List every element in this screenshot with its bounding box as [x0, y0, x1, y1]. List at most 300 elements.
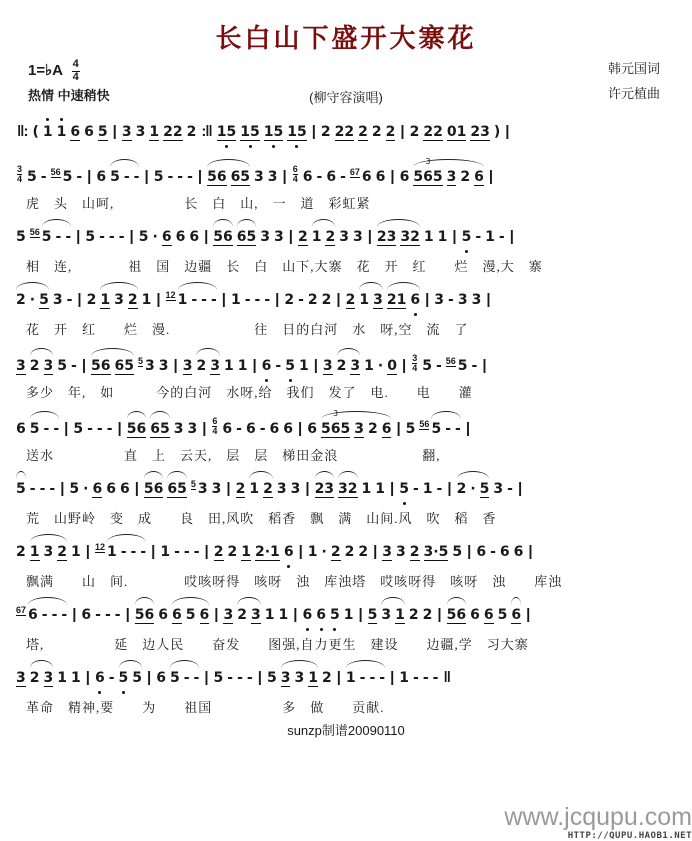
note: 5 — [27, 168, 37, 185]
note: - — [65, 229, 72, 245]
notation-line — [14, 657, 678, 692]
note: - — [118, 229, 125, 245]
note: 6 — [92, 481, 103, 497]
credits — [608, 57, 660, 106]
barline: | — [336, 291, 341, 308]
notation-line — [14, 216, 678, 251]
music-system — [14, 531, 678, 587]
barline: | — [486, 291, 491, 308]
barline: | — [311, 123, 316, 140]
lyric-line: 多少 年, 如 今的白河 水呀,给 我们 发了 电. 电 灌 — [26, 385, 473, 400]
meter-fraction — [72, 59, 80, 83]
note: 5 — [169, 670, 180, 686]
key-signature — [28, 59, 80, 83]
note: - — [445, 420, 451, 437]
note: 22 — [163, 124, 183, 140]
note: 6 — [410, 292, 421, 308]
slur — [40, 229, 73, 245]
note: 3 — [250, 607, 261, 623]
slur — [375, 229, 422, 246]
note: · — [83, 481, 89, 497]
music-system — [14, 468, 678, 524]
slur — [411, 169, 485, 186]
slur — [279, 670, 320, 687]
note: 3 — [187, 420, 198, 437]
note: - — [316, 168, 323, 185]
note: 2 — [29, 670, 40, 686]
note: 65 — [167, 481, 187, 497]
note: 1 — [241, 544, 251, 560]
note: 3 — [322, 357, 333, 374]
grace-notes: 67 — [16, 605, 27, 615]
notation-line — [14, 531, 678, 566]
note: 56 — [207, 168, 227, 185]
note: 3 — [294, 670, 305, 686]
note: 5 — [452, 544, 463, 560]
note: 3 — [211, 481, 222, 497]
note: ( — [32, 124, 39, 140]
note: 2 — [284, 292, 295, 308]
note: - — [61, 607, 68, 623]
note: 6 — [172, 607, 182, 623]
note: 5 — [285, 357, 295, 374]
note: 1 — [29, 544, 40, 560]
note: - — [201, 292, 207, 308]
barline: | — [156, 291, 161, 308]
note: 2 — [196, 357, 207, 374]
note: 1 — [437, 229, 448, 245]
note: 1 — [42, 124, 53, 140]
note: 1 — [106, 544, 117, 560]
note: - — [435, 357, 442, 374]
note: 6 — [381, 420, 392, 437]
note: 5 — [39, 292, 49, 308]
note: 5 — [118, 670, 129, 686]
note: 1 — [100, 292, 111, 308]
lyric-line: 飘满 山 间. 哎咳呀得 咳呀 浊 库浊塔 哎咳呀得 咳呀 浊 库浊 — [26, 574, 563, 589]
note: 3 — [158, 357, 169, 374]
slur — [105, 544, 148, 560]
barline: | — [257, 669, 262, 686]
note: 3 — [223, 607, 234, 623]
lyric-line: 虎 头 山呵, 长 白 山, 一 道 彩虹紧 — [26, 196, 371, 211]
note: · — [29, 292, 36, 308]
note: 5 — [213, 670, 224, 686]
note: 6 — [119, 481, 130, 497]
music-system — [14, 594, 678, 650]
note: 3 — [280, 670, 291, 686]
note: - — [254, 292, 261, 308]
barline: | — [151, 543, 156, 560]
note: 56 — [126, 420, 147, 437]
grace-notes: 12 — [165, 290, 176, 300]
note: - — [133, 168, 140, 185]
note: - — [53, 420, 60, 437]
note: 6 — [189, 229, 200, 245]
note: 6 — [158, 607, 169, 623]
note: 5 — [41, 229, 52, 245]
score — [12, 109, 680, 713]
lyric-line: 荒 山野岭 变 成 良 田,风吹 稻香 飘 满 山间.风 吹 稻 香 — [26, 511, 497, 526]
note: 1 — [149, 124, 160, 140]
note: ) — [493, 124, 501, 140]
barline: | — [85, 669, 90, 686]
note: 1 — [311, 229, 322, 245]
barline: | — [528, 543, 533, 560]
note: 2 — [367, 420, 378, 437]
note: · — [470, 481, 476, 497]
note: - — [379, 670, 386, 686]
note: 6 — [222, 420, 233, 437]
note: 1 — [57, 670, 67, 686]
note: 1 — [399, 670, 410, 686]
note: 32 — [400, 229, 420, 245]
barline: | — [298, 419, 303, 437]
barline: | — [367, 228, 372, 245]
song-title: 长白山下盛开大寨花 — [215, 24, 477, 53]
note: 3 — [354, 420, 364, 437]
note: 5 — [29, 420, 40, 437]
note: 3 — [273, 229, 284, 245]
note: 6 — [81, 607, 92, 623]
slur — [133, 607, 156, 624]
note: - — [76, 168, 83, 185]
note: - — [264, 292, 271, 308]
note: - — [106, 420, 113, 437]
note: 3 — [16, 670, 26, 686]
note: 6 — [161, 229, 172, 245]
note: - — [130, 544, 137, 560]
note: 3 — [381, 607, 392, 623]
grace-notes: 56 — [29, 227, 40, 237]
note: 2 — [321, 670, 332, 686]
note: 5 — [422, 357, 432, 374]
note: - — [174, 544, 180, 560]
note: 2 — [57, 544, 67, 560]
note: 15 — [287, 124, 307, 140]
barline: | — [390, 480, 395, 497]
music-system — [14, 153, 678, 209]
note: 3 — [114, 292, 124, 308]
note: - — [183, 544, 190, 560]
note: 6 — [513, 544, 524, 560]
note: 3 — [135, 124, 146, 140]
composer-credit: 许元植曲 — [607, 85, 660, 101]
note: 3 — [471, 292, 482, 308]
note: 32 — [338, 481, 358, 497]
slur — [98, 292, 139, 309]
barline: | — [373, 543, 378, 560]
note: 3 — [260, 229, 270, 245]
music-system — [14, 405, 678, 461]
grace-notes: 56 — [50, 166, 61, 177]
note: - — [227, 670, 234, 686]
barline: | — [425, 291, 430, 308]
note: - — [183, 670, 190, 686]
barline: | — [313, 356, 318, 374]
note: 3 — [16, 357, 26, 374]
note: - — [432, 670, 439, 686]
note: - — [114, 607, 121, 623]
note: - — [193, 544, 200, 560]
slur — [117, 670, 145, 686]
barline: | — [214, 606, 219, 623]
note: 3 — [145, 357, 155, 374]
note: 2 — [371, 124, 382, 140]
slur — [26, 607, 69, 623]
note: 6 — [511, 607, 522, 623]
note: 2 — [186, 124, 197, 140]
slur — [319, 421, 393, 438]
note: 1 — [141, 292, 152, 308]
barline: | — [76, 228, 81, 245]
barline: | — [488, 167, 494, 185]
note: - — [507, 481, 513, 497]
note: 6 — [302, 607, 313, 623]
watermark — [504, 805, 692, 841]
header-meta — [12, 57, 680, 109]
note: 56 — [134, 607, 155, 623]
note: 3 — [396, 544, 406, 560]
barline: | — [87, 167, 92, 185]
barline: | — [482, 356, 487, 374]
note: - — [475, 229, 482, 245]
note: 5 — [497, 607, 508, 623]
note: - — [40, 168, 47, 185]
note: - — [43, 420, 50, 437]
slur — [247, 481, 275, 498]
barline: | — [226, 480, 231, 497]
note: - — [210, 292, 217, 308]
slur — [28, 544, 69, 561]
note: 5 — [16, 481, 26, 497]
note: 1 — [485, 229, 495, 245]
note: 2 — [345, 292, 356, 308]
note: 22 — [334, 124, 355, 140]
note: 5 — [110, 168, 120, 185]
lyric-line: 花 开 红 烂 漫. 往 日的白河 水 呀,空 流 了 — [26, 322, 469, 337]
grace-notes: 5 — [190, 479, 196, 489]
note: - — [237, 670, 243, 686]
note: 56 — [91, 357, 111, 374]
note: 2 — [29, 357, 40, 374]
note: - — [41, 607, 48, 623]
note: 23 — [376, 229, 397, 245]
music-system — [14, 279, 678, 335]
note: 1 — [223, 357, 234, 374]
note: · — [377, 357, 384, 374]
watermark-site: www.jcqupu.com — [504, 803, 692, 831]
note: 5 — [153, 168, 164, 185]
barline: | — [112, 123, 117, 140]
note: 2 — [237, 607, 247, 623]
note: 1 — [71, 544, 81, 560]
note: - — [96, 420, 103, 437]
note: 22 — [423, 124, 443, 140]
lyric-line: 相 连, 祖 国 边疆 长 白 山下,大寨 花 开 红 烂 漫,大 寨 — [26, 259, 543, 274]
note: 6 — [269, 420, 280, 437]
slur — [509, 607, 523, 624]
barline: | — [305, 480, 310, 497]
note: 3 — [43, 544, 54, 560]
note: - — [39, 481, 46, 497]
meter-numerator: 4 — [72, 58, 79, 70]
note: 6 — [84, 124, 94, 140]
note: 1 — [278, 607, 289, 623]
time-signature: $\frac{3}{4}$ — [412, 353, 418, 374]
note: 1 — [230, 292, 241, 308]
note: - — [108, 229, 115, 245]
barline: | — [60, 480, 65, 497]
note: 23 — [314, 481, 335, 497]
barline: | — [447, 480, 452, 497]
note: 3 — [493, 481, 504, 497]
final-barline: ‖ — [443, 669, 450, 686]
note: 65 — [114, 357, 134, 374]
note: - — [236, 420, 242, 437]
barline: | — [288, 228, 293, 245]
note: 2 — [321, 292, 332, 308]
note: 5 — [138, 229, 149, 245]
note: 1 — [56, 124, 67, 140]
note: 6 — [175, 229, 186, 245]
performer-note: (柳守容演唱) — [309, 90, 383, 105]
note: · — [152, 229, 158, 245]
note: - — [108, 670, 115, 686]
barline: | — [85, 543, 90, 560]
music-system — [14, 657, 678, 713]
barline: | — [358, 606, 363, 623]
note: 21 — [386, 292, 407, 308]
note: 3 565 — [321, 421, 350, 438]
meter-denominator: 4 — [72, 70, 79, 83]
note: 5 — [69, 481, 80, 497]
note: 1 — [395, 607, 405, 623]
barline: | — [505, 123, 510, 140]
note: 3·5 — [423, 544, 449, 560]
note: 6 — [283, 420, 294, 437]
lyric-line: 革命 精神,要 为 祖国 多 做 贡献. — [26, 700, 385, 715]
note: 6 — [483, 607, 494, 623]
note: 5 — [266, 670, 277, 686]
note: - — [298, 292, 304, 308]
note: 2 — [330, 544, 341, 560]
note: 2 — [336, 357, 347, 374]
note: 5 — [461, 229, 472, 245]
barline: | — [202, 419, 207, 437]
note: - — [413, 670, 419, 686]
note: 5 — [57, 357, 67, 374]
note: - — [471, 357, 478, 374]
note: - — [120, 544, 127, 560]
note: 1 — [71, 670, 81, 686]
note: 5 — [97, 124, 108, 140]
barline: | — [526, 606, 531, 623]
barline: | — [437, 606, 442, 623]
note: 2 — [422, 607, 433, 623]
barline: | — [204, 669, 209, 686]
note: 3 565 — [413, 169, 442, 186]
note: 5 — [16, 229, 26, 245]
note: - — [87, 420, 93, 437]
barline: | — [252, 356, 257, 374]
note: 6 — [94, 670, 105, 686]
note: 2 — [213, 544, 224, 560]
barline: | — [293, 606, 298, 623]
note: - — [51, 607, 58, 623]
note: 2 — [263, 481, 273, 497]
note: 2 — [385, 124, 396, 140]
music-system — [14, 111, 678, 146]
note: 2 — [16, 544, 26, 560]
note: 6 — [476, 544, 487, 560]
note: 1 — [160, 544, 171, 560]
note: 5 — [367, 607, 378, 623]
note: 3 — [350, 357, 361, 374]
note: - — [95, 607, 101, 623]
slur — [28, 421, 61, 437]
note: 5 — [73, 420, 84, 437]
lyric-line: 塔, 延 边人民 奋发 图强,自力更生 建设 边疆,学 习大寨 — [26, 637, 529, 652]
notation-line — [14, 405, 678, 440]
note: 6 — [474, 168, 484, 185]
note: 5 — [457, 357, 468, 374]
note: 6 — [245, 420, 256, 437]
note: 2 — [16, 292, 26, 308]
slur — [344, 670, 387, 686]
note: 23 — [470, 124, 490, 140]
grace-notes: 56 — [419, 418, 430, 429]
note: 5 — [329, 607, 340, 623]
note: 1 — [364, 357, 374, 374]
note: 2 — [456, 481, 467, 497]
slur — [14, 481, 28, 497]
barline: | — [336, 669, 341, 686]
note: 6 — [283, 544, 294, 560]
barline: | — [275, 291, 280, 308]
grace-notes: 12 — [94, 542, 105, 552]
note: 2 — [297, 229, 308, 245]
note: 2·1 — [255, 544, 280, 560]
slur — [455, 481, 492, 498]
barline: | — [173, 356, 178, 374]
barline: | — [125, 606, 130, 623]
note: 6 — [307, 420, 317, 437]
barline: | — [77, 291, 82, 308]
note: 56 — [213, 229, 233, 245]
note: 2 — [307, 292, 318, 308]
note: 6 — [302, 168, 313, 185]
note: - — [448, 292, 454, 308]
note: 3 — [121, 124, 132, 140]
notation-line — [14, 594, 678, 629]
barline: | — [204, 228, 209, 245]
note: 1 — [249, 481, 260, 497]
note: 2 — [358, 544, 369, 560]
note: 2 — [460, 168, 471, 185]
slur — [211, 229, 234, 246]
note: 3 — [182, 357, 193, 374]
note: 6 — [106, 481, 116, 497]
note: 3 — [352, 229, 363, 245]
note: 1 — [298, 357, 309, 374]
barline: | — [81, 356, 87, 374]
time-signature: $\frac{6}{4}$ — [212, 416, 218, 437]
note: 5 — [399, 481, 409, 497]
barline: | — [147, 669, 152, 686]
note: 15 — [240, 124, 260, 140]
note: 2 — [235, 481, 246, 497]
